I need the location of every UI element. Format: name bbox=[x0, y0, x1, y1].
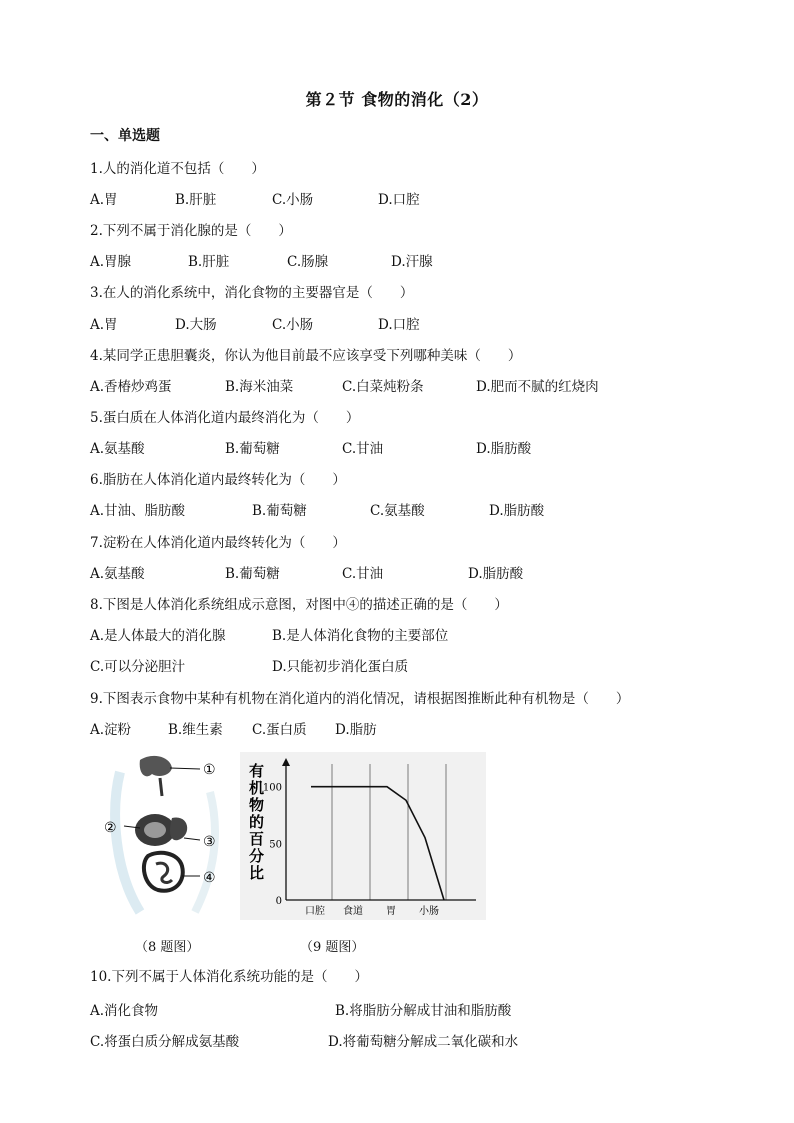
question-9-stem: 9.下图表示食物中某种有机物在消化道内的消化情况，请根据图推断此种有机物是（ ） bbox=[90, 691, 630, 707]
y-axis-label-char: 机 bbox=[249, 779, 265, 797]
y-axis-label-char: 比 bbox=[249, 864, 265, 882]
y-axis-label-char: 百 bbox=[249, 830, 265, 848]
question-10-option-a: A.消化食物 bbox=[90, 1003, 159, 1019]
y-tick-label: 50 bbox=[269, 839, 282, 851]
section-heading: 一、单选题 bbox=[90, 128, 160, 144]
series-line bbox=[311, 787, 444, 900]
y-tick-label: 0 bbox=[275, 896, 282, 907]
y-axis-label-char: 的 bbox=[249, 813, 265, 831]
digestion-chart bbox=[240, 752, 486, 920]
question-7-option-a: A.氨基酸 bbox=[90, 566, 145, 582]
y-axis-label-char: 物 bbox=[249, 796, 265, 814]
label-4: ④ bbox=[203, 870, 216, 886]
page-title: 第２节 食物的消化（2） bbox=[305, 90, 489, 109]
x-tick-label: 小肠 bbox=[419, 906, 439, 917]
chart-y-axis-label bbox=[249, 762, 264, 882]
question-2-option-c: C.肠腺 bbox=[287, 254, 329, 270]
label-3: ③ bbox=[203, 834, 216, 850]
question-3-option-c: C.小肠 bbox=[272, 317, 314, 333]
question-9-option-b: B.维生素 bbox=[168, 722, 223, 738]
question-2-stem: 2.下列不属于消化腺的是（ ） bbox=[90, 223, 292, 239]
chart-series bbox=[311, 787, 444, 900]
digestion-chart-figure bbox=[240, 752, 486, 920]
question-10-option-d: D.将葡萄糖分解成二氧化碳和水 bbox=[328, 1034, 519, 1050]
question-9-option-a: A.淀粉 bbox=[90, 722, 132, 738]
x-tick-label: 口腔 bbox=[305, 906, 325, 917]
question-4-option-c: C.白菜炖粉条 bbox=[342, 379, 424, 395]
question-8-option-d: D.只能初步消化蛋白质 bbox=[272, 659, 409, 675]
question-5-option-a: A.氨基酸 bbox=[90, 441, 145, 457]
y-axis-arrow bbox=[282, 758, 290, 766]
question-4-stem: 4.某同学正患胆囊炎，你认为他目前最不应该享受下列哪种美味（ ） bbox=[90, 348, 522, 364]
label-2: ② bbox=[104, 820, 117, 836]
chart-grid bbox=[332, 764, 446, 900]
y-axis-label-char: 分 bbox=[249, 847, 265, 865]
figure-8-caption: （8 题图） bbox=[135, 940, 200, 955]
esophagus bbox=[160, 778, 162, 796]
question-8-option-a: A.是人体最大的消化腺 bbox=[90, 628, 226, 644]
question-1-stem: 1.人的消化道不包括（ ） bbox=[90, 161, 265, 177]
question-9-option-d: D.脂肪 bbox=[335, 722, 377, 738]
question-3-option-a: A.胃 bbox=[90, 317, 118, 333]
chart-x-ticks bbox=[305, 904, 439, 917]
question-8-option-b: B.是人体消化食物的主要部位 bbox=[272, 628, 449, 644]
question-3-option-d: D.口腔 bbox=[378, 317, 420, 333]
question-10-stem: 10.下列不属于人体消化系统功能的是（ ） bbox=[90, 969, 368, 985]
question-5-option-b: B.葡萄糖 bbox=[225, 441, 280, 457]
chart-y-ticks bbox=[263, 783, 282, 907]
question-1-option-c: C.小肠 bbox=[272, 192, 314, 208]
question-6-option-d: D.脂肪酸 bbox=[489, 503, 545, 519]
question-2-option-d: D.汗腺 bbox=[391, 254, 433, 270]
question-7-option-b: B.葡萄糖 bbox=[225, 566, 280, 582]
question-6-option-a: A.甘油、脂肪酸 bbox=[90, 503, 186, 519]
question-9-option-c: C.蛋白质 bbox=[252, 722, 307, 738]
figure-9-caption: （9 题图） bbox=[300, 940, 365, 955]
label-1: ① bbox=[203, 762, 216, 778]
question-7-option-d: D.脂肪酸 bbox=[468, 566, 524, 582]
question-3-option-b: D.大肠 bbox=[175, 317, 217, 333]
question-4-option-b: B.海米油菜 bbox=[225, 379, 294, 395]
y-axis-label-char: 有 bbox=[249, 762, 265, 780]
question-5-stem: 5.蛋白质在人体消化道内最终消化为（ ） bbox=[90, 410, 360, 426]
question-5-option-c: C.甘油 bbox=[342, 441, 384, 457]
question-3-stem: 3.在人的消化系统中，消化食物的主要器官是（ ） bbox=[90, 285, 414, 301]
question-6-stem: 6.脂肪在人体消化道内最终转化为（ ） bbox=[90, 472, 346, 488]
question-1-option-d: D.口腔 bbox=[378, 192, 420, 208]
question-4-option-a: A.香椿炒鸡蛋 bbox=[90, 379, 172, 395]
question-8-option-c: C.可以分泌胆汁 bbox=[90, 659, 186, 675]
question-6-option-c: C.氨基酸 bbox=[370, 503, 425, 519]
question-7-stem: 7.淀粉在人体消化道内最终转化为（ ） bbox=[90, 535, 346, 551]
question-5-option-d: D.脂肪酸 bbox=[476, 441, 532, 457]
x-tick-label: 胃 bbox=[386, 906, 396, 917]
question-2-option-a: A.胃腺 bbox=[90, 254, 132, 270]
question-2-option-b: B.肝脏 bbox=[188, 254, 230, 270]
question-7-option-c: C.甘油 bbox=[342, 566, 384, 582]
question-6-option-b: B.葡萄糖 bbox=[252, 503, 307, 519]
question-1-option-a: A.胃 bbox=[90, 192, 118, 208]
y-tick-label: 100 bbox=[262, 782, 282, 794]
liver-highlight bbox=[144, 822, 166, 838]
digestive-system-figure bbox=[100, 752, 225, 922]
x-tick-label: 食道 bbox=[343, 906, 363, 917]
question-10-option-c: C.将蛋白质分解成氨基酸 bbox=[90, 1034, 240, 1050]
chart-axes bbox=[282, 758, 476, 900]
question-10-option-b: B.将脂肪分解成甘油和脂肪酸 bbox=[335, 1003, 512, 1019]
question-8-stem: 8.下图是人体消化系统组成示意图，对图中④的描述正确的是（ ） bbox=[90, 597, 508, 613]
question-4-option-d: D.肥而不腻的红烧肉 bbox=[476, 379, 599, 395]
question-1-option-b: B.肝脏 bbox=[175, 192, 217, 208]
